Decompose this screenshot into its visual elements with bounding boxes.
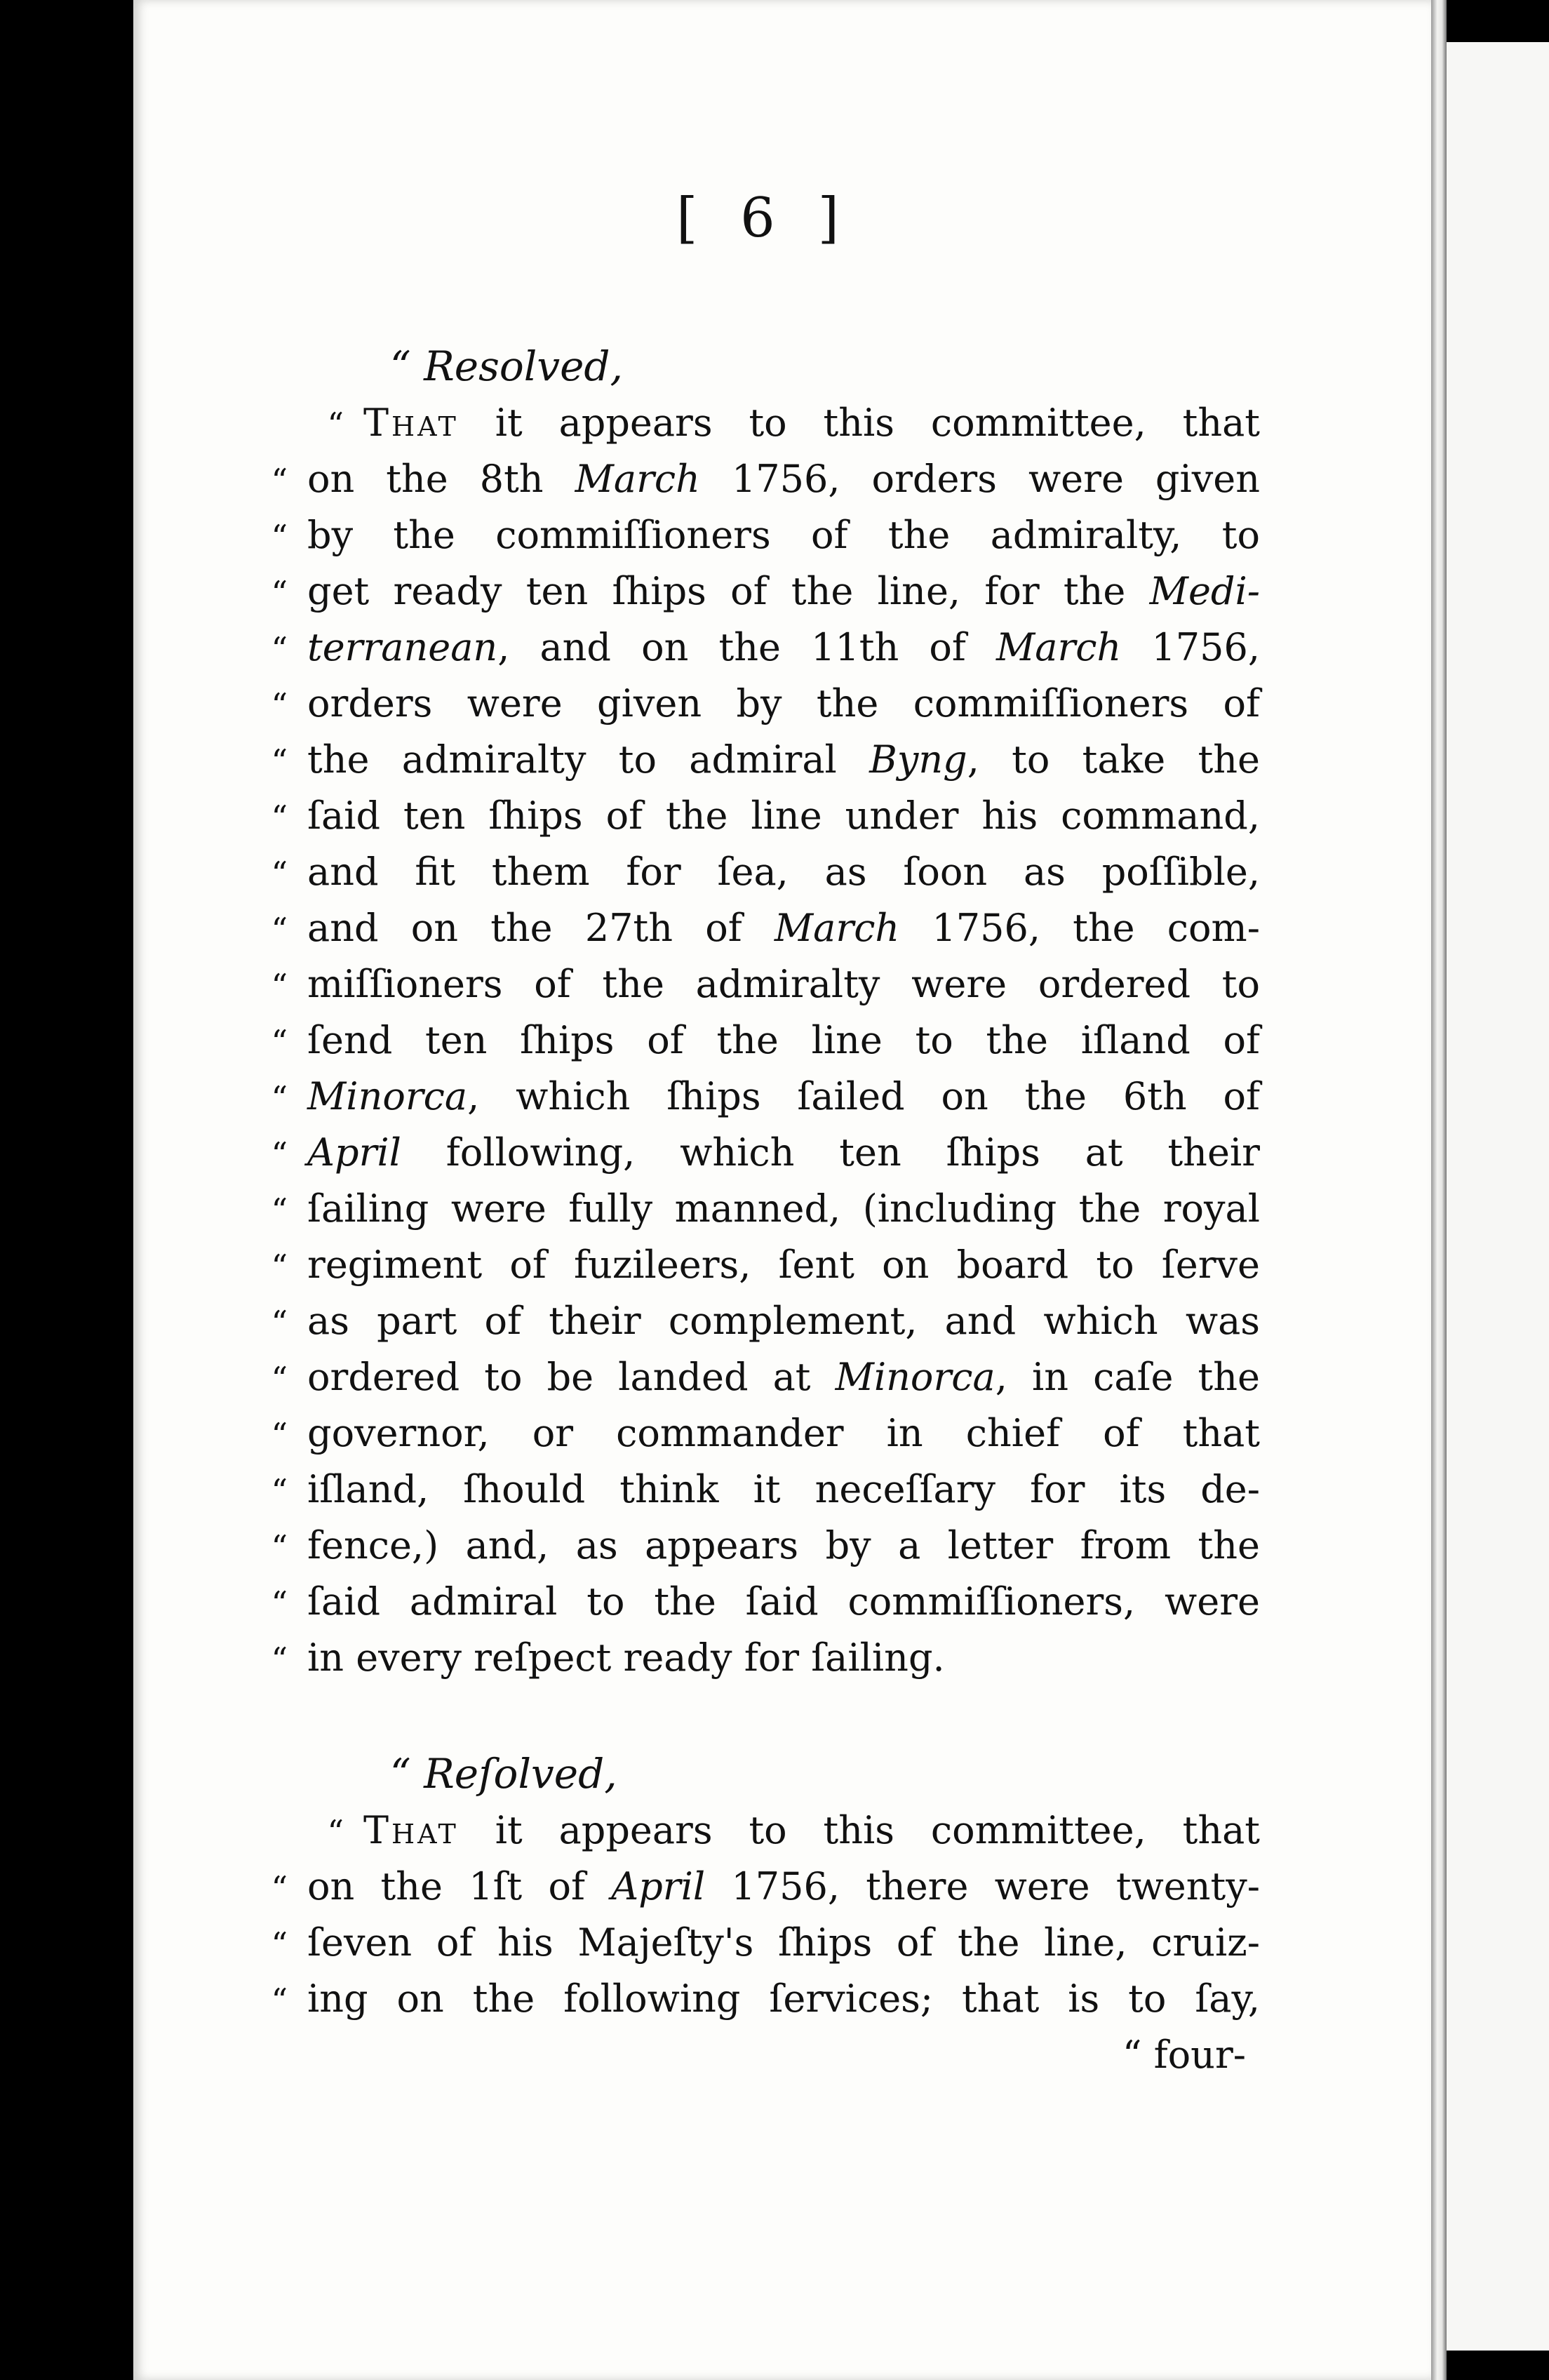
line-text: Minorca, which ſhips ſailed on the 6th of — [307, 1074, 1260, 1118]
text-line — [243, 564, 1260, 620]
quote-mark: “ — [271, 911, 288, 949]
quote-mark: “ — [271, 1191, 288, 1229]
text-line — [243, 1575, 1260, 1631]
quote-mark: “ — [271, 1023, 288, 1061]
line-text: ſaid ten ſhips of the line under his command, — [307, 794, 1260, 838]
text-line — [243, 452, 1260, 508]
line-text: the admiralty to admiral Byng, to take the — [307, 737, 1261, 782]
text-line — [243, 1294, 1260, 1350]
line-text: iſland, ſhould think it neceſſary for its de- — [307, 1467, 1260, 1511]
line-text: terranean, and on the 11th of March 1756, — [307, 625, 1260, 669]
quote-mark: “ — [271, 574, 288, 612]
text-line — [243, 1013, 1260, 1069]
line-text: on the 1ſt of April 1756, there were twenty- — [307, 1864, 1260, 1908]
line-text: ſaid admiral to the ſaid commiſſioners, were — [307, 1579, 1260, 1624]
text-line — [243, 1182, 1260, 1238]
line-text: in every reſpect ready for ſailing. — [307, 1636, 945, 1680]
text-line — [243, 957, 1260, 1013]
line-text: ing on the following ſervices; that is to ſay, — [307, 1977, 1260, 2021]
text-line — [243, 845, 1260, 901]
text-line — [243, 1803, 1260, 1859]
quote-mark: “ — [271, 798, 288, 836]
text-line — [243, 1916, 1260, 1972]
catchword: “ four- — [1122, 2033, 1246, 2077]
text-line — [243, 1125, 1260, 1182]
resolved-heading: “ Resolved, — [390, 342, 623, 390]
page-number-header: [ 6 ] — [676, 187, 852, 250]
quote-mark: “ — [271, 1304, 288, 1342]
quote-mark: “ — [271, 1528, 288, 1566]
text-line — [243, 1238, 1260, 1294]
page-text — [243, 187, 1260, 2082]
text-line — [243, 1631, 1260, 1687]
text-line — [243, 508, 1260, 564]
line-text: miſſioners of the admiralty were ordered to — [307, 962, 1260, 1006]
line-text: ſend ten ſhips of the line to the iſland of — [307, 1018, 1260, 1062]
quote-mark: “ — [271, 1079, 288, 1117]
line-text: get ready ten ſhips of the line, for the Medi- — [307, 569, 1260, 613]
line-text: and on the 27th of March 1756, the com- — [307, 906, 1261, 950]
line-text: That it appears to this committee, that — [363, 1808, 1260, 1852]
quote-mark: “ — [271, 462, 288, 500]
line-text: by the commiſſioners of the admiralty, to — [307, 513, 1260, 557]
line-text: and fit them for ſea, as ſoon as poſſible, — [307, 850, 1260, 894]
quote-mark: “ — [271, 686, 288, 724]
line-text: on the 8th March 1756, orders were given — [307, 457, 1260, 501]
page-fold-shadow — [1431, 0, 1447, 2380]
line-text: That it appears to this committee, that — [363, 401, 1260, 445]
adjacent-page-edge — [1447, 42, 1549, 2351]
quote-mark: “ — [271, 630, 288, 668]
line-text: ſeven of his Majeſty's ſhips of the line, cruiz- — [307, 1920, 1260, 1965]
text-line — [243, 1069, 1260, 1125]
text-line — [243, 901, 1260, 957]
quote-mark: “ — [271, 1416, 288, 1454]
quote-mark: “ — [271, 1472, 288, 1510]
quote-mark: “ — [271, 1869, 288, 1907]
line-text: orders were given by the commiſſioners of — [307, 681, 1260, 726]
quote-mark: “ — [271, 1925, 288, 1963]
quote-mark: “ — [271, 1248, 288, 1285]
text-line — [243, 733, 1260, 789]
resolution-1 — [243, 341, 1260, 1687]
line-text: ſailing were fully manned, (including the royal — [307, 1186, 1260, 1231]
resolution-body — [243, 1803, 1260, 2028]
quote-mark: “ — [271, 742, 288, 780]
quote-mark: “ — [271, 967, 288, 1005]
text-line — [243, 1406, 1260, 1462]
quote-mark: “ — [327, 1813, 344, 1851]
text-line — [243, 620, 1260, 676]
quote-mark: “ — [271, 518, 288, 556]
resolution-body — [243, 396, 1260, 1687]
line-text: as part of their complement, and which was — [307, 1299, 1260, 1343]
quote-mark: “ — [271, 1360, 288, 1398]
text-line — [243, 1859, 1260, 1916]
line-text: fence,) and, as appears by a letter from the — [307, 1523, 1260, 1567]
text-line — [243, 1972, 1260, 2028]
quote-mark: “ — [271, 855, 288, 893]
text-line — [243, 1518, 1260, 1575]
quote-mark: “ — [271, 1981, 288, 2019]
resolution-2 — [243, 1749, 1260, 2028]
text-line — [243, 789, 1260, 845]
line-text: governor, or commander in chief of that — [307, 1411, 1260, 1455]
resolved-heading: “ Reſolved, — [390, 1750, 617, 1798]
text-line — [243, 1462, 1260, 1518]
quote-mark: “ — [327, 406, 344, 443]
line-text: April following, which ten ſhips at their — [307, 1130, 1260, 1175]
quote-mark: “ — [271, 1135, 288, 1173]
line-text: regiment of fuzileers, ſent on board to ſerve — [307, 1243, 1260, 1287]
quote-mark: “ — [271, 1584, 288, 1622]
line-text: ordered to be landed at Minorca, in caſe the — [307, 1355, 1260, 1399]
text-line — [243, 676, 1260, 733]
text-line — [243, 1350, 1260, 1406]
text-line — [243, 396, 1260, 452]
quote-mark: “ — [271, 1640, 288, 1678]
